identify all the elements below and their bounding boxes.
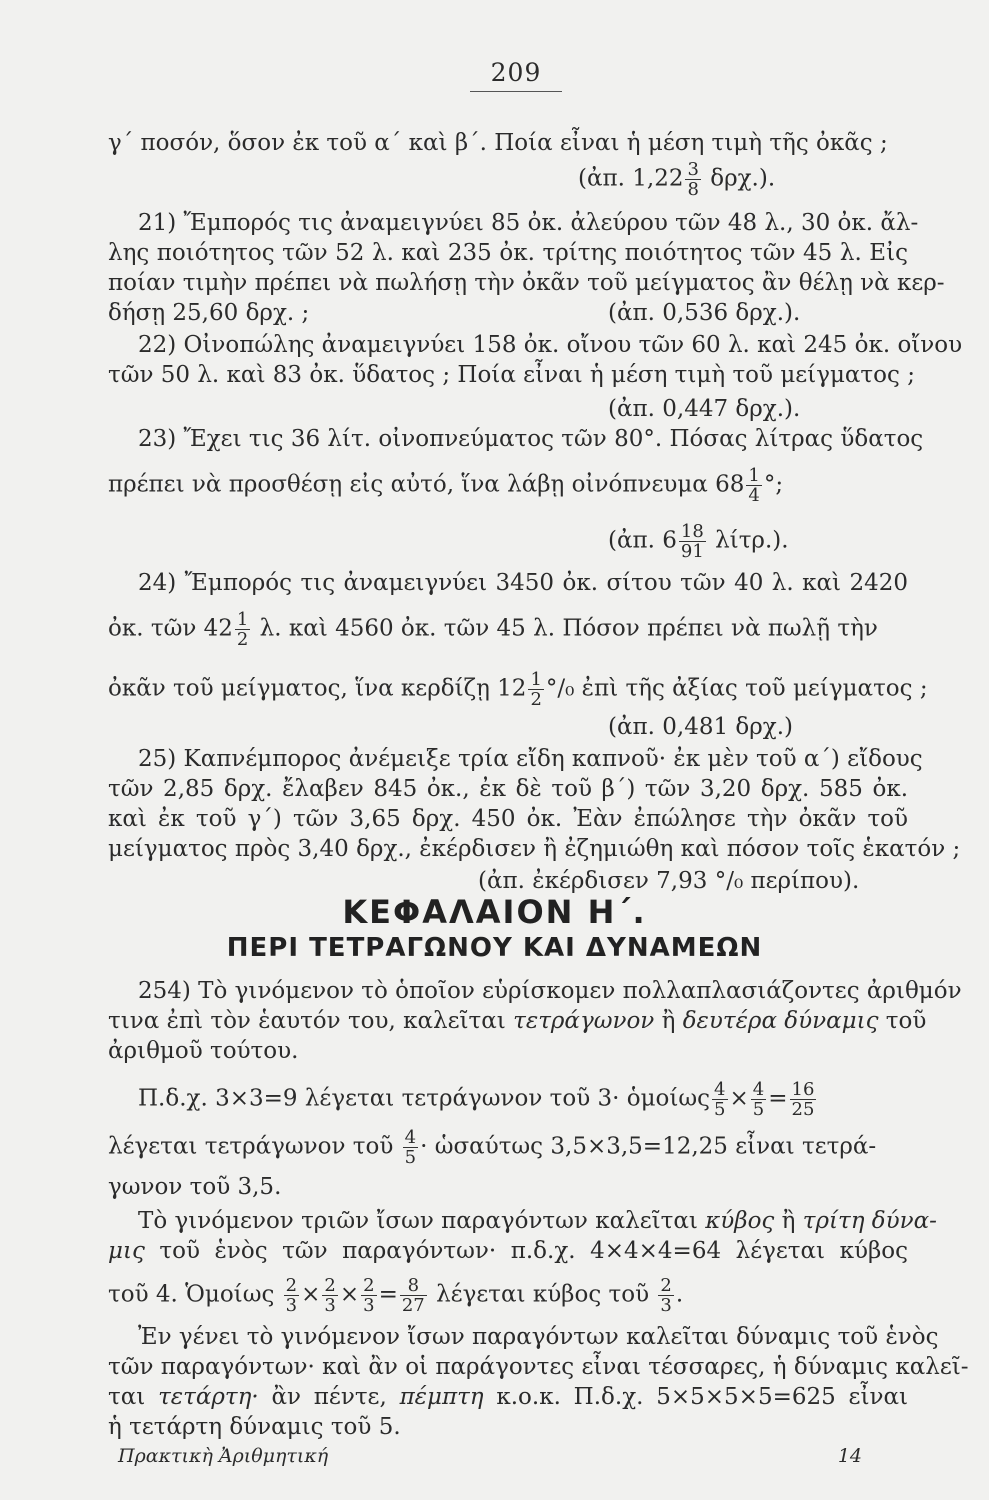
text-line: 25) Καπνέμπορος ἀνέμειξε τρία εἴδη καπνοῦ· ἐκ μὲν τοῦ α΄) εἴδους xyxy=(138,746,923,772)
answer-line: (ἀπ. ἐκέρδισεν 7,93 °/₀ περίπου). xyxy=(478,868,860,894)
text-line: 23) Ἔχει τις 36 λίτ. οἰνοπνεύματος τῶν 80°. Πόσας λίτρας ὕδατος xyxy=(138,426,924,452)
text-line: 22) Οἰνοπώλης ἀναμειγνύει 158 ὀκ. οἴνου τῶν 60 λ. καὶ 245 ὀκ. οἴνου xyxy=(138,332,963,358)
text-line: 24) Ἔμπορός τις ἀναμειγνύει 3450 ὀκ. σίτου τῶν 40 λ. καὶ 2420 xyxy=(138,570,908,596)
text-line: τῶν 50 λ. καὶ 83 ὀκ. ὕδατος ; Ποία εἶναι ἡ μέση τιμὴ τοῦ μείγματος ; xyxy=(108,362,915,388)
text-line: 21) Ἔμπορός τις ἀναμειγνύει 85 ὀκ. ἀλεύρου τῶν 48 λ., 30 ὀκ. ἄλ- xyxy=(138,210,919,236)
text-line: μις τοῦ ἑνὸς τῶν παραγόντων· π.δ.χ. 4×4×4=64 λέγεται κύβος xyxy=(108,1238,909,1264)
chapter-subtitle: ΠΕΡΙ ΤΕΤΡΑΓΩΝΟΥ ΚΑΙ ΔΥΝΑΜΕΩΝ xyxy=(226,933,763,963)
footer-book-title: Πρακτικὴ Ἀριθμητική xyxy=(118,1445,329,1467)
text-line: μείγματος πρὸς 3,40 δρχ., ἐκέρδισεν ἢ ἐζημιώθη καὶ πόσον τοῖς ἑκατόν ; xyxy=(108,836,961,862)
text-line: τοῦ 4. Ὁμοίως $\frac{2}{3}$ × $\frac{2}{3}$ × $\frac{2}{3}$ = $\frac{8}{27}$ λέγεται κύβος τοῦ $\frac{2}{3}$ . xyxy=(108,1275,684,1316)
text-line: γ΄ ποσόν, ὅσον ἐκ τοῦ α΄ καὶ β΄. Ποία εἶναι ἡ μέση τιμὴ τῆς ὀκᾶς ; xyxy=(108,130,888,156)
text-line: πρέπει νὰ προσθέσῃ εἰς αὐτό, ἵνα λάβῃ οἰνόπνευμα 68 $\frac{1}{4}$ °; xyxy=(108,465,784,506)
text-line: τῶν παραγόντων· καὶ ἂν οἱ παράγοντες εἶναι τέσσαρες, ἡ δύναμις καλεῖ- xyxy=(108,1354,969,1380)
text-line: Τὸ γινόμενον τριῶν ἴσων παραγόντων καλεῖται κύβος ἢ τρίτη δύνα- xyxy=(138,1208,937,1234)
text-line: ὀκᾶν τοῦ μείγματος, ἵνα κερδίζῃ 12 $\frac{1}{2}$ °/₀ ἐπὶ τῆς ἀξίας τοῦ μείγματος ; xyxy=(108,669,928,710)
text-line: 254) Τὸ γινόμενον τὸ ὁποῖον εὑρίσκομεν πολλαπλασιάζοντες ἀριθμόν xyxy=(138,978,962,1004)
footer-sheet-number: 14 xyxy=(837,1445,862,1467)
text-line: ὀκ. τῶν 42 $\frac{1}{2}$ λ. καὶ 4560 ὀκ. τῶν 45 λ. Πόσον πρέπει νὰ πωλῇ τὴν xyxy=(108,609,878,650)
text-line: τῶν 2,85 δρχ. ἔλαβεν 845 ὀκ., ἐκ δὲ τοῦ β΄) τῶν 3,20 δρχ. 585 ὀκ. xyxy=(108,776,908,802)
text-line: καὶ ἐκ τοῦ γ΄) τῶν 3,65 δρχ. 450 ὀκ. Ἐὰν ἐπώλησε τὴν ὀκᾶν τοῦ xyxy=(108,806,908,832)
answer-line: (ἀπ. 1,22 $\frac{3}{8}$ δρχ.). xyxy=(578,159,776,200)
text-line: Π.δ.χ. 3×3=9 λέγεται τετράγωνον τοῦ 3· ὁμοίως $\frac{4}{5}$ × $\frac{4}{5}$ = $\frac{16}{25}$ xyxy=(138,1079,815,1120)
text-line: λης ποιότητος τῶν 52 λ. καὶ 235 ὀκ. τρίτης ποιότητος τῶν 45 λ. Εἰς xyxy=(108,240,908,266)
text-line: ἀριθμοῦ τούτου. xyxy=(108,1038,299,1064)
answer-line: (ἀπ. 0,481 δρχ.) xyxy=(608,714,793,740)
answer-line: (ἀπ. 0,447 δρχ.). xyxy=(608,396,801,422)
text-line: τινα ἐπὶ τὸν ἑαυτόν του, καλεῖται τετράγωνον ἢ δευτέρα δύναμις τοῦ xyxy=(108,1008,927,1034)
text-line: λέγεται τετράγωνον τοῦ $\frac{4}{5}$ · ὡσαύτως 3,5×3,5=12,25 εἶναι τετρά- xyxy=(108,1127,877,1168)
chapter-title: ΚΕΦΑΛΑΙΟΝ Η΄. xyxy=(342,893,647,931)
page-number: 209 xyxy=(470,58,562,92)
page-footer xyxy=(118,1445,862,1467)
answer-line: (ἀπ. 6 $\frac{18}{91}$ λίτρ.). xyxy=(608,521,789,562)
text-line: ἡ τετάρτη δύναμις τοῦ 5. xyxy=(108,1414,401,1440)
answer-line: (ἀπ. 0,536 δρχ.). xyxy=(608,300,801,326)
text-line: ται τετάρτη· ἂν πέντε, πέμπτη κ.ο.κ. Π.δ.χ. 5×5×5×5=625 εἶναι xyxy=(108,1384,908,1410)
text-line: δήσῃ 25,60 δρχ. ; xyxy=(108,300,310,326)
text-line: ποίαν τιμὴν πρέπει νὰ πωλήσῃ τὴν ὀκᾶν τοῦ μείγματος ἂν θέλῃ νὰ κερ- xyxy=(108,270,945,296)
text-line: Ἐν γένει τὸ γινόμενον ἴσων παραγόντων καλεῖται δύναμις τοῦ ἑνὸς xyxy=(138,1324,939,1350)
text-line: γωνον τοῦ 3,5. xyxy=(108,1174,282,1200)
